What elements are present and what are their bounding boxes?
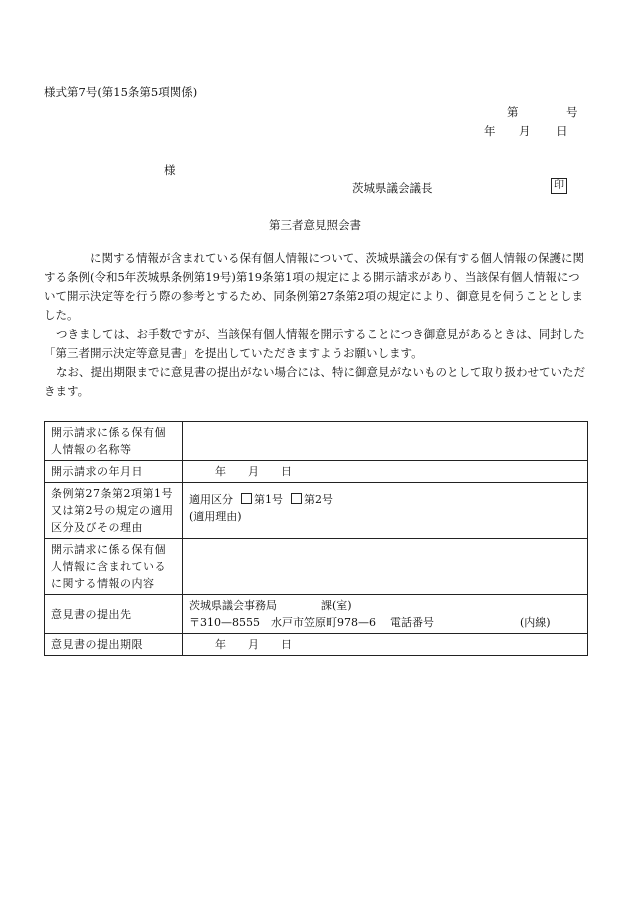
option-1-label: 第1号 (254, 493, 283, 506)
deadline-month: 月 (248, 638, 259, 651)
submit-section: 課(室) (321, 599, 352, 612)
date-day: 日 (556, 124, 568, 138)
table-row (45, 595, 588, 634)
seal-mark: 印 (551, 178, 567, 194)
option-2-checkbox[interactable] (291, 493, 302, 504)
table-row (45, 422, 588, 461)
submit-extension: (内線) (519, 616, 551, 629)
body-text (44, 249, 590, 401)
reason-label: (適用理由) (189, 510, 242, 523)
table-label-record-name: 開示請求に係る保有個人情報の名称等 (45, 422, 183, 461)
table-value-submit-to (183, 595, 588, 634)
paragraph-1: に関する情報が含まれている保有個人情報について、茨城県議会の保有する個人情報の保護に関する条例(令和5年茨城県条例第19号)第19条第1項の規定による開示請求があり、当該保有個人情報について開示決定等を行う際の参考とするため、同条例第27条第2項の規定により、御意見を伺うこととしました。 (44, 251, 585, 322)
table-row (45, 483, 588, 539)
document-title: 第三者意見照会書 (269, 218, 361, 232)
addressee-suffix: 様 (164, 163, 176, 177)
submit-office: 茨城県議会事務局 (189, 599, 277, 612)
paragraph-2: つきましては、お手数ですが、当該保有個人情報を開示することにつき御意見があるときは、同封した「第三者開示決定等意見書」を提出していただきますようお願いします。 (44, 327, 585, 360)
request-date-day: 日 (281, 465, 292, 478)
sender-name: 茨城県議会議長 (352, 181, 433, 195)
submit-phone: 電話番号 (389, 616, 434, 629)
option-2-label: 第2号 (304, 493, 333, 506)
doc-number-go: 号 (566, 105, 578, 119)
table-row (45, 461, 588, 483)
table-label-info-content: 開示請求に係る保有個人情報に含まれているに関する情報の内容 (45, 539, 183, 595)
table-label-request-date: 開示請求の年月日 (45, 461, 183, 483)
submit-address: 〒310—8555 水戸市笠原町978—6 (189, 616, 376, 629)
table-value-category[interactable] (183, 483, 588, 539)
date-month: 月 (519, 124, 531, 138)
paragraph-3: なお、提出期限までに意見書の提出がない場合には、特に御意見がないものとして取り扱わせていただきます。 (44, 365, 585, 398)
deadline-year: 年 (215, 638, 226, 651)
table-label-category: 条例第27条第2項第1号又は第2号の規定の適用区分及びその理由 (45, 483, 183, 539)
table-value-record-name[interactable] (183, 422, 588, 461)
table-value-request-date[interactable] (183, 461, 588, 483)
doc-number-dai: 第 (507, 105, 519, 119)
category-label: 適用区分 (189, 493, 233, 506)
table-value-deadline[interactable] (183, 634, 588, 656)
request-date-month: 月 (248, 465, 259, 478)
table-row (45, 539, 588, 595)
info-table (44, 421, 588, 656)
table-value-info-content[interactable] (183, 539, 588, 595)
date-year: 年 (484, 124, 496, 138)
deadline-day: 日 (281, 638, 292, 651)
table-row (45, 634, 588, 656)
table-label-submit-to: 意見書の提出先 (45, 595, 183, 634)
request-date-year: 年 (215, 465, 226, 478)
option-1-checkbox[interactable] (241, 493, 252, 504)
table-label-deadline: 意見書の提出期限 (45, 634, 183, 656)
form-number: 様式第7号(第15条第5項関係) (44, 85, 198, 99)
